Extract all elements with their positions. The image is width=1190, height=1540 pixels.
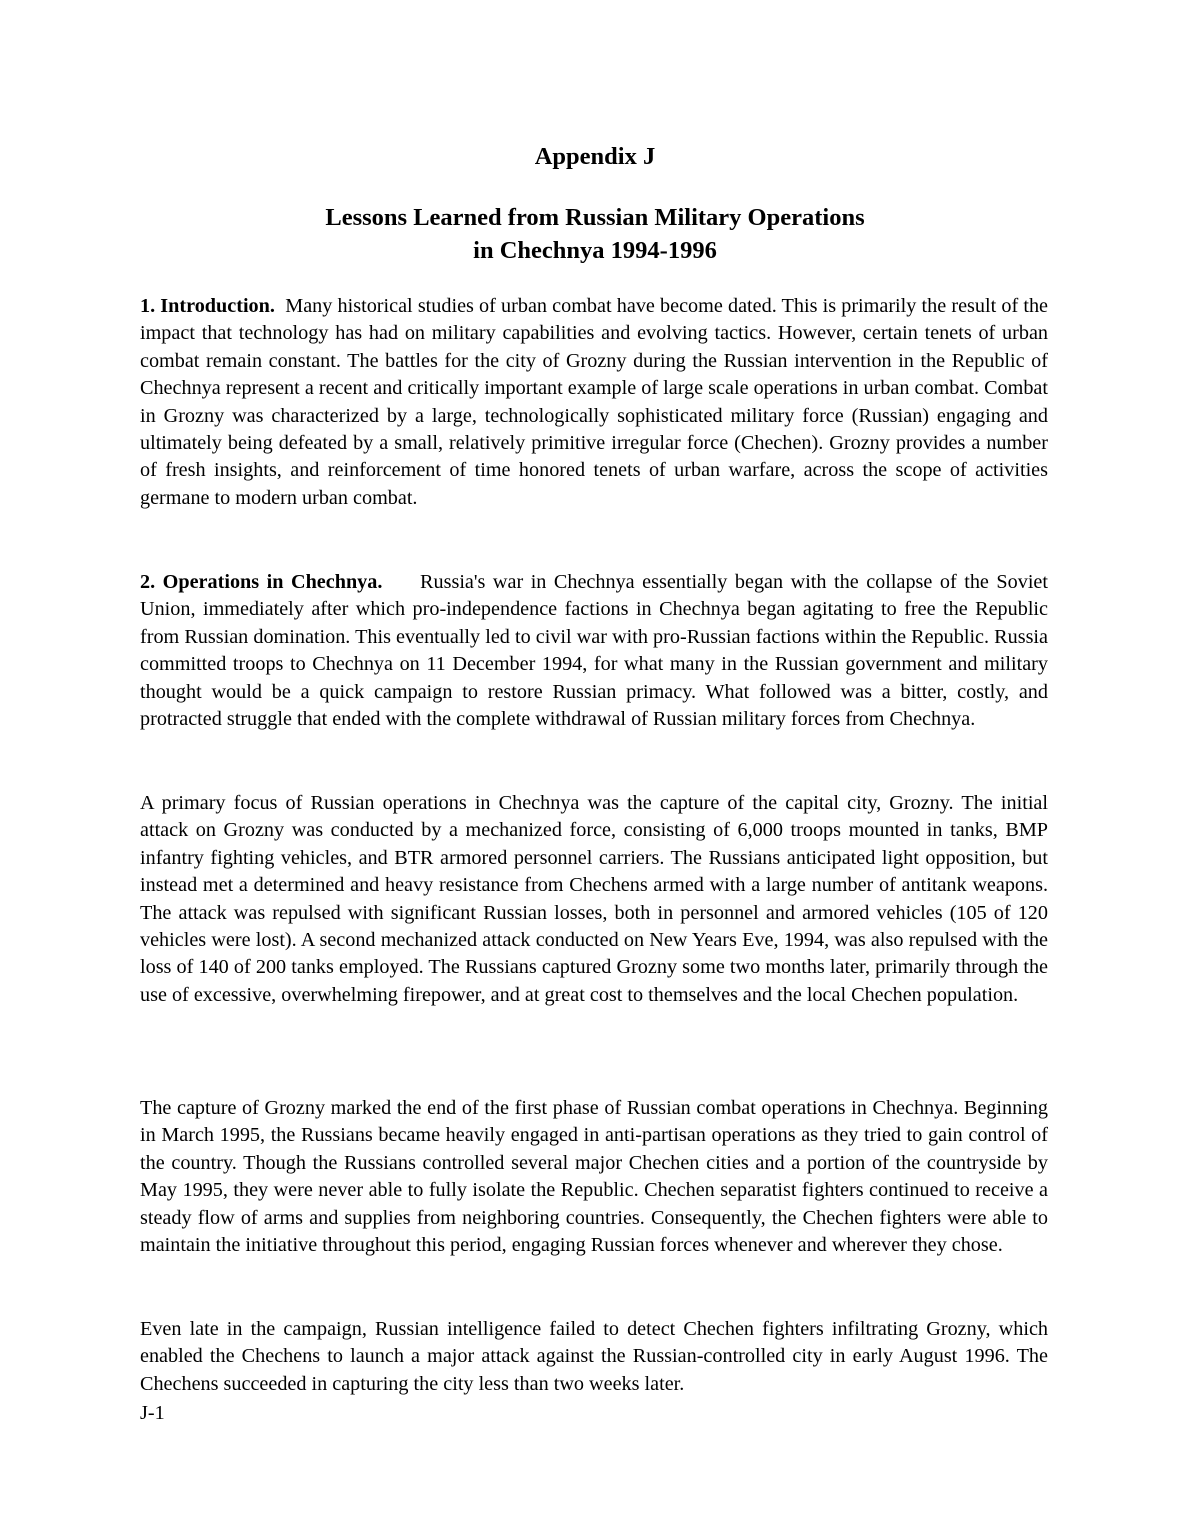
introduction-text: Many historical studies of urban combat have become dated. This is primarily the result of the impact that technology has had on military capabilities and evolving tactics. However, certain tenets of urban combat remain constant. The battles for the city of Grozny during the Russian intervention in the Republic of Chechnya represent a recent and critically important example of large scale operations in urban combat. Combat in Grozny was characterized by a large, technologically sophisticated military force (Russian) engaging and ultimately being defeated by a small, relatively primitive irregular force (Chechen). Grozny provides a number of fresh insights, and reinforcement of time honored tenets of urban warfare, across the scope of activities germane to modern urban combat. [140, 295, 1049, 509]
appendix-label: Appendix J [534, 143, 656, 170]
section-heading-operations: 2. Operations in Chechnya. [140, 571, 383, 593]
title-line-1: Lessons Learned from Russian Military Operations [325, 204, 865, 231]
body-paragraph-grozny-capture: A primary focus of Russian operations in Chechnya was the capture of the capital city, Grozny. The initial attack on Grozny was conducted by a mechanized force, consisting of 6,000 troops mounted in tanks, BMP infantry fighting vehicles, and BTR armored personnel carriers. The Russians anticipated light opposition, but instead met a determined and heavy resistance from Chechens armed with a large number of antitank weapons. The attack was repulsed with significant Russian losses, both in personnel and armored vehicles (105 of 120 vehicles were lost). A second mechanized attack conducted on New Years Eve, 1994, was also repulsed with the loss of 140 of 200 tanks employed. The Russians captured Grozny some two months later, primarily through the use of excessive, overwhelming firepower, and at great cost to themselves and the local Chechen population. [140, 792, 1048, 1006]
introduction-paragraph [140, 293, 1048, 512]
operations-text: Russia's war in Chechnya essentially began with the collapse of the Soviet Union, immediately after which pro-independence factions in Chechnya began agitating to free the Republic from Russian domination. This eventually led to civil war with pro-Russian factions within the Republic. Russia committed troops to Chechnya on 11 December 1994, for what many in the Russian government and military thought would be a quick campaign to restore Russian primacy. What followed was a bitter, costly, and protracted struggle that ended with the complete withdrawal of Russian military forces from Chechnya. [140, 571, 1049, 731]
operations-paragraph [140, 569, 1048, 733]
page-number: J-1 [140, 1402, 165, 1424]
body-paragraph-anti-partisan: The capture of Grozny marked the end of the first phase of Russian combat operations in Chechnya. Beginning in March 1995, the Russians became heavily engaged in anti-partisan operations as they tried to gain control of the country. Though the Russians controlled several major Chechen cities and a portion of the countryside by May 1995, they were never able to fully isolate the Republic. Chechen separatist fighters continued to receive a steady flow of arms and supplies from neighboring countries. Consequently, the Chechen fighters were able to maintain the initiative throughout this period, engaging Russian forces whenever and wherever they chose. [140, 1097, 1048, 1257]
page-title [0, 201, 1190, 267]
section-heading-introduction: 1. Introduction. [140, 295, 275, 317]
body-paragraph-late-campaign: Even late in the campaign, Russian intelligence failed to detect Chechen fighters infiltrating Grozny, which enabled the Chechens to launch a major attack against the Russian-controlled city in early August 1996. The Chechens succeeded in capturing the city less than two weeks later. [140, 1318, 1048, 1395]
title-line-2: in Chechnya 1994-1996 [473, 237, 717, 264]
